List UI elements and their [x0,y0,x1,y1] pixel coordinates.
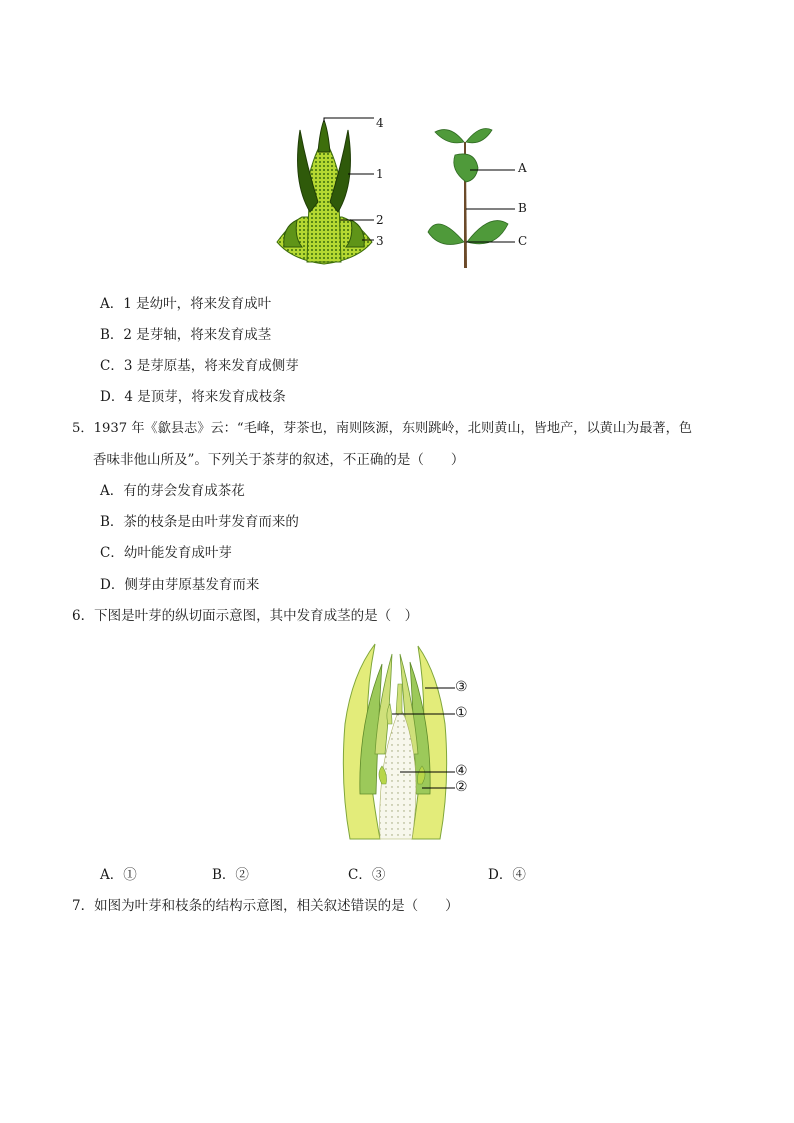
bud-label-2: 2 [376,213,384,227]
q4-option-d: D．4 是顶芽，将来发育成枝条 [100,389,286,405]
q5-option-d: D．侧芽由芽原基发育而来 [100,577,260,593]
q5-stem-line2: 香味非他山所及”。下列关于茶芽的叙述，不正确的是（ ） [93,452,465,468]
q6-option-b: B．② [212,867,249,883]
section-label-4: ④ [455,763,468,779]
branch-diagram [420,120,530,270]
q5-stem-line1: 5．1937 年《歙县志》云：“毛峰，芽茶也，南则陔源，东则跳岭，北则黄山，皆地产，以黄山为最著，色 [72,421,692,436]
q6-option-c: C．③ [348,867,386,883]
branch-label-a: A [518,161,527,175]
bud-label-4: 4 [376,116,384,130]
q6-option-d: D．④ [488,867,526,883]
q5-option-c: C．幼叶能发育成叶芽 [100,545,232,561]
q5-option-b: B．茶的枝条是由叶芽发育而来的 [100,514,299,530]
q7-stem: 7．如图为叶芽和枝条的结构示意图，相关叙述错误的是（ ） [72,898,459,914]
bud-label-1: 1 [376,167,384,181]
bud-label-3: 3 [376,234,384,248]
branch-label-c: C [518,234,528,248]
leaf-bud-section-diagram [330,634,510,840]
section-label-1: ① [455,705,468,721]
bud-diagram [262,112,402,272]
section-label-3: ③ [455,679,468,695]
q4-option-a: A．1 是幼叶，将来发育成叶 [100,296,272,312]
q4-option-c: C．3 是芽原基，将来发育成侧芽 [100,358,299,374]
q4-option-b: B．2 是芽轴，将来发育成茎 [100,327,272,343]
branch-label-b: B [518,201,527,215]
q5-option-a: A．有的芽会发育成茶花 [100,483,245,499]
q6-option-a: A．① [100,867,137,883]
section-label-2: ② [455,779,468,795]
q6-stem: 6．下图是叶芽的纵切面示意图，其中发育成茎的是（ ） [72,608,419,624]
